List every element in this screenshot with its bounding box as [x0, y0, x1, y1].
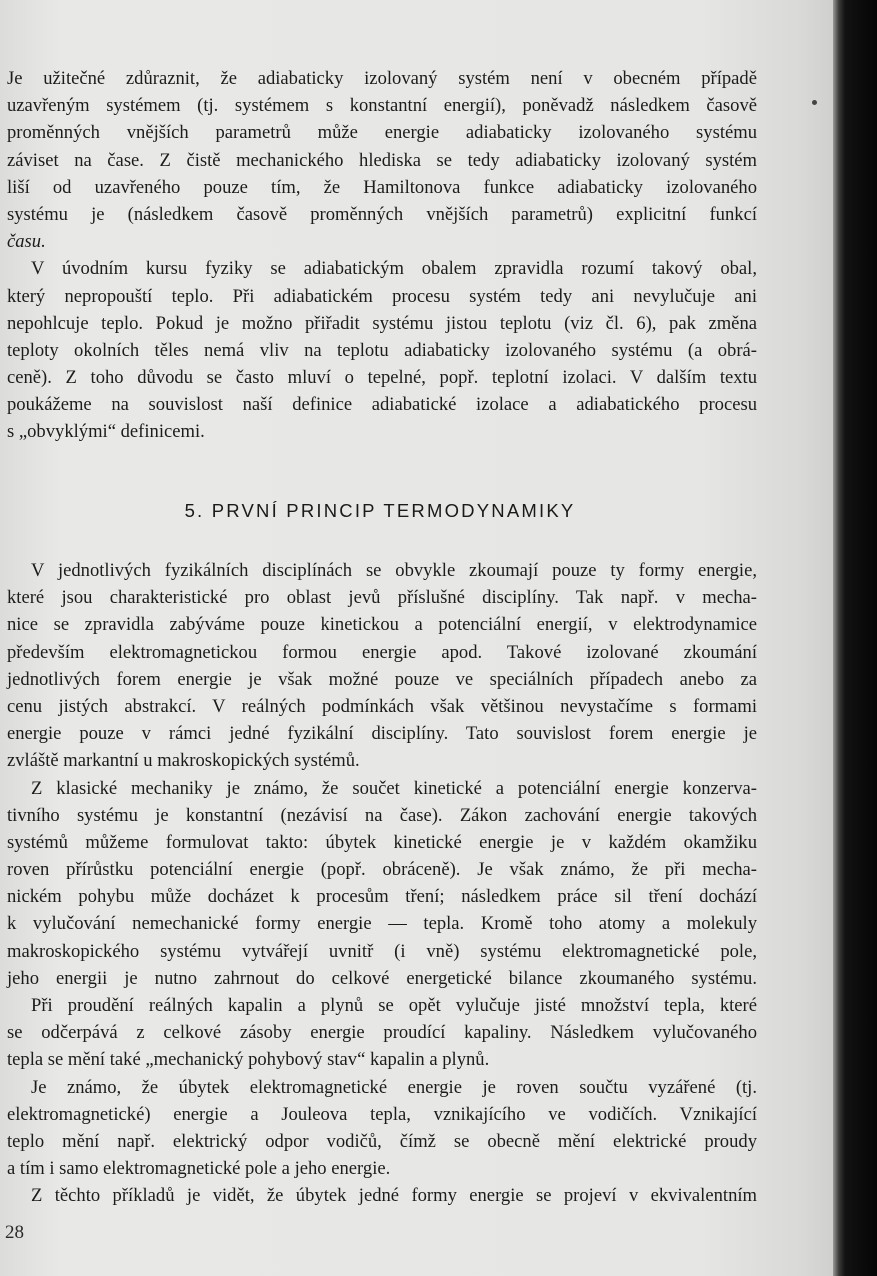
line-text: cenu jistých abstrakcí. V reálných podmínkách však většinou nevystačíme s formami [7, 695, 757, 717]
text-line [7, 802, 757, 829]
line-text: záviset na čase. Z čistě mechanického hlediska se tedy adiabaticky izolovaný systém [7, 149, 757, 171]
text-line [7, 283, 757, 310]
text-line [7, 639, 757, 666]
line-text: zvláště markantní u makroskopických systémů. [7, 750, 360, 772]
text-line [7, 119, 757, 146]
text-line [7, 910, 757, 937]
text-line [7, 391, 757, 418]
text-line [7, 883, 757, 910]
line-text: času. [7, 231, 46, 253]
text-line [7, 992, 757, 1019]
line-text: jednotlivých forem energie je však možné pouze ve speciálních případech anebo za [7, 668, 757, 690]
text-line [7, 174, 757, 201]
line-text: makroskopického systému vytvářejí uvnitř (i vně) systému elektromagnetické pole, [7, 940, 757, 962]
text-line [7, 720, 757, 747]
line-text: k vylučování nemechanické formy energie — tepla. Kromě toho atomy a molekuly [7, 913, 757, 935]
line-text: systémů můžeme formulovat takto: úbytek kinetické energie je v každém okamžiku [7, 831, 757, 853]
text-line [7, 1019, 757, 1046]
line-text: uzavřeným systémem (tj. systémem s konstantní energií), poněvadž následkem časově [7, 95, 757, 117]
line-text: Z klasické mechaniky je známo, že součet kinetické a potenciální energie konzerva- [31, 777, 757, 799]
text-line [7, 693, 757, 720]
text-line [7, 1128, 757, 1155]
section-paragraphs-adiabatic [7, 65, 757, 446]
text-line [7, 666, 757, 693]
line-text: systému je (následkem časově proměnných vnějších parametrů) explicitní funkcí [7, 203, 757, 225]
text-line [7, 255, 757, 282]
section-heading: 5. PRVNÍ PRINCIP TERMODYNAMIKY [184, 500, 576, 521]
text-line [7, 337, 757, 364]
text-line [7, 228, 757, 255]
line-text: tepla se mění také „mechanický pohybový stav“ kapalin a plynů. [7, 1049, 490, 1071]
line-text: s „obvyklými“ definicemi. [7, 421, 205, 443]
line-text: teploty okolních těles nemá vliv na teplotu adiabaticky izolovaného systému (a obrá- [7, 339, 757, 361]
line-text: Při proudění reálných kapalin a plynů se opět vylučuje jisté množství tepla, které [31, 995, 757, 1016]
text-line [7, 611, 757, 638]
line-text: se odčerpává z celkové zásoby energie proudící kapaliny. Následkem vylučovaného [7, 1022, 757, 1044]
section-paragraphs-first-law [7, 557, 757, 1210]
line-text: nickém pohybu může docházet k procesům tření; následkem práce sil tření dochází [7, 886, 757, 908]
line-text: Je užitečné zdůraznit, že adiabaticky izolovaný systém není v obecném případě [7, 68, 757, 89]
line-text: elektromagnetické) energie a Jouleova tepla, vznikajícího ve vodičích. Vznikající [7, 1103, 757, 1125]
text-line [7, 92, 757, 119]
text-line [7, 557, 757, 584]
text-line [7, 1101, 757, 1128]
line-text: který nepropouští teplo. Při adiabatickém procesu systém tedy ani nevylučuje ani [7, 285, 757, 307]
line-text: jeho energii je nutno zahrnout do celkové energetické bilance zkoumaného systému. [7, 967, 757, 989]
line-text: V úvodním kursu fyziky se adiabatickým obalem zpravidla rozumí takový obal, [31, 258, 757, 280]
line-text: nice se zpravidla zabýváme pouze kinetickou a potenciální energií, v elektrodynamice [7, 614, 757, 636]
text-line [7, 418, 757, 445]
line-text: proměnných vnějších parametrů může energie adiabaticky izolovaného systému [7, 122, 757, 144]
text-line [7, 1182, 757, 1209]
text-line [7, 310, 757, 337]
line-text: poukážeme na souvislost naší definice adiabatické izolace a adiabatického procesu [7, 394, 757, 416]
line-text: především elektromagnetickou formou energie apod. Takové izolované zkoumání [7, 641, 757, 663]
text-line [7, 829, 757, 856]
text-line [7, 938, 757, 965]
line-text: které jsou charakteristické pro oblast jevů příslušné disciplíny. Tak např. v mecha- [7, 587, 757, 609]
text-line [7, 364, 757, 391]
line-text: Z těchto příkladů je vidět, že úbytek jedné formy energie se projeví v ekvivalentním [31, 1185, 757, 1207]
line-text: teplo mění např. elektrický odpor vodičů, čímž se obecně mění elektrické proudy [7, 1130, 757, 1152]
page-number: 28 [5, 1222, 24, 1243]
text-line [7, 147, 757, 174]
line-text: roven přírůstku potenciální energie (popř. obráceně). Je však známo, že při mecha- [7, 859, 757, 881]
line-text: energie pouze v rámci jedné fyzikální disciplíny. Tato souvislost forem energie je [7, 723, 757, 745]
line-text: a tím i samo elektromagnetické pole a jeho energie. [7, 1158, 391, 1180]
text-line [7, 747, 757, 774]
text-line [7, 856, 757, 883]
text-line [7, 1046, 757, 1073]
text-line [7, 965, 757, 992]
line-text: tivního systému je konstantní (nezávisí na čase). Zákon zachování energie takových [7, 804, 757, 826]
line-text: liší od uzavřeného pouze tím, že Hamiltonova funkce adiabaticky izolovaného [7, 176, 757, 198]
text-line [7, 201, 757, 228]
book-binding-edge [833, 0, 877, 1276]
text-line [7, 584, 757, 611]
text-line [7, 1155, 757, 1182]
line-text: V jednotlivých fyzikálních disciplínách se obvykle zkoumají pouze ty formy energie, [31, 560, 757, 581]
text-line [7, 1074, 757, 1101]
text-line [7, 65, 757, 92]
text-line [7, 775, 757, 802]
line-text: Je známo, že úbytek elektromagnetické energie je roven součtu vyzářené (tj. [31, 1076, 757, 1098]
line-text: nepohlcuje teplo. Pokud je možno přiřadit systému jistou teplotu (viz čl. 6), pak změna [7, 312, 757, 334]
line-text: ceně). Z toho důvodu se často mluví o tepelné, popř. teplotní izolaci. V dalším textu [7, 367, 757, 389]
print-speck [812, 100, 817, 105]
